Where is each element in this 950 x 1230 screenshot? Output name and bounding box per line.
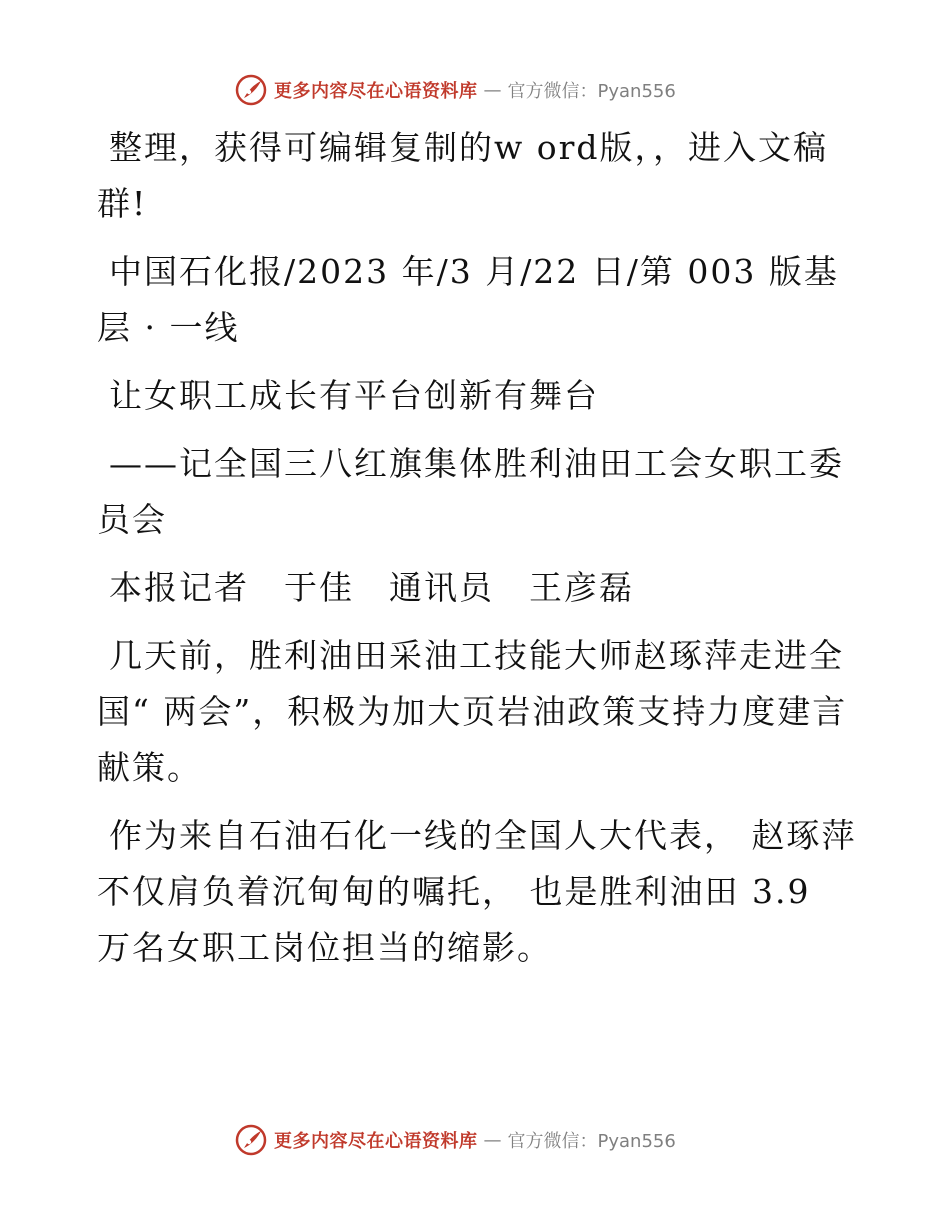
- paragraph: 几天前，胜利油田采油工技能大师赵琢萍走进全国“ 两会”，积极为加大页岩油政策支持力度建言献策。: [97, 636, 848, 787]
- watermark-main-text: 更多内容尽在心语资料库: [274, 81, 478, 102]
- header-watermark: [234, 72, 676, 108]
- footer-watermark: [234, 1122, 676, 1158]
- byline: 本报记者 于佳 通讯员 王彦磊: [109, 568, 634, 607]
- article-title: 让女职工成长有平台创新有舞台: [109, 376, 599, 415]
- watermark-contact-text: 官方微信：Pyan556: [507, 81, 676, 102]
- intro-line: 整理，获得可编辑复制的w ord版，，进入文稿群!: [97, 128, 829, 223]
- paragraph: 作为来自石油石化一线的全国人大代表， 赵琢萍不仅肩负着沉甸甸的嘱托， 也是胜利油田 3.9 万名女职工岗位担当的缩影。: [97, 816, 857, 967]
- watermark-contact-text: 官方微信：Pyan556: [507, 1131, 676, 1152]
- quill-logo-icon: [234, 73, 268, 107]
- quill-logo-icon: [234, 1123, 268, 1157]
- article-body: [97, 120, 857, 988]
- watermark-separator: —: [483, 79, 502, 101]
- article-subtitle: ——记全国三八红旗集体胜利油田工会女职工委员会: [97, 444, 844, 539]
- watermark-separator: —: [483, 1129, 502, 1151]
- source-line: 中国石化报/2023 年/3 月/22 日/第 003 版基层 · 一线: [97, 252, 839, 347]
- watermark-main-text: 更多内容尽在心语资料库: [274, 1131, 478, 1152]
